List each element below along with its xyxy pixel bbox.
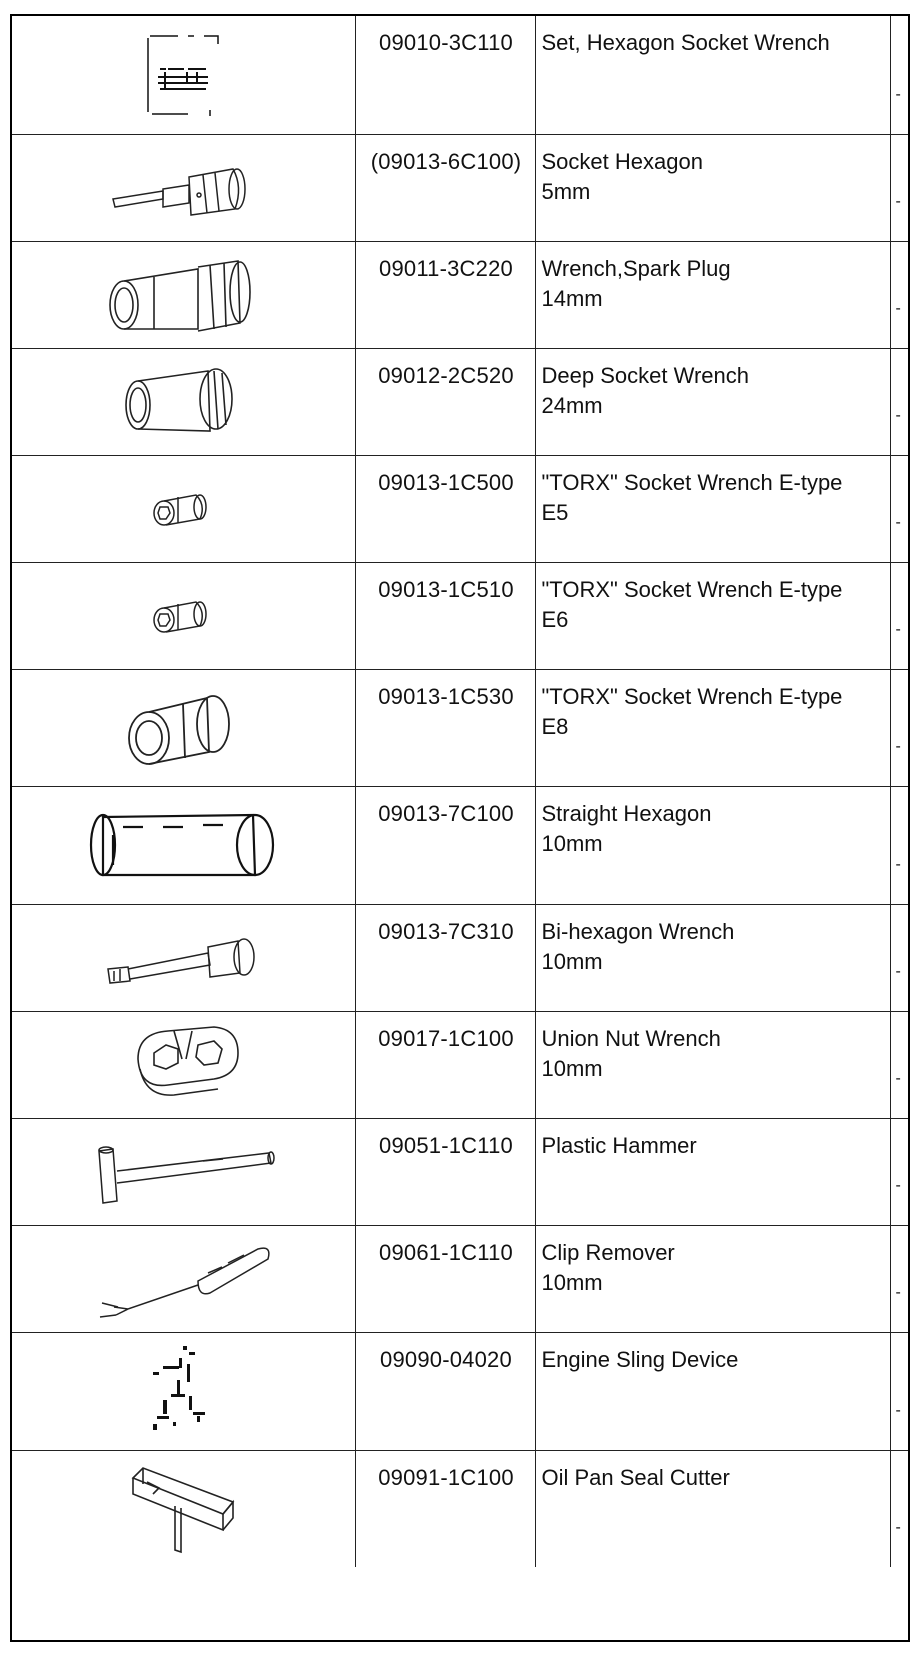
part-number: 09010-3C110 xyxy=(379,30,513,55)
spark-plug-wrench-icon xyxy=(12,242,355,347)
part-number: 09061-1C110 xyxy=(379,1239,513,1265)
part-number: 09011-3C220 xyxy=(379,255,513,281)
tool-illustration-cell xyxy=(12,455,355,562)
tool-size: E5 xyxy=(541,499,569,525)
tool-illustration-cell xyxy=(12,1011,355,1118)
part-number-cell xyxy=(355,1011,535,1118)
remark-dash: - xyxy=(895,1401,901,1419)
tool-name-cell xyxy=(535,1011,890,1118)
remark-cell xyxy=(890,669,908,786)
remark-cell xyxy=(890,1118,908,1225)
remark-cell xyxy=(890,1011,908,1118)
remark-cell xyxy=(890,1225,908,1332)
table-row xyxy=(12,348,908,455)
tool-size: E8 xyxy=(541,713,569,739)
table-row xyxy=(12,1225,908,1332)
remark-dash: - xyxy=(895,192,901,210)
remark-dash: - xyxy=(895,1283,901,1301)
part-number-cell xyxy=(355,562,535,669)
part-number: 09013-1C510 xyxy=(378,576,514,602)
tool-name-cell xyxy=(535,455,890,562)
remark-cell xyxy=(890,455,908,562)
remark-dash: - xyxy=(895,962,901,980)
tool-illustration-cell xyxy=(12,904,355,1011)
torx-socket-e5-icon xyxy=(12,456,355,561)
remark-cell xyxy=(890,134,908,241)
tool-name-cell xyxy=(535,1450,890,1567)
tool-illustration-cell xyxy=(12,16,355,134)
clip-remover-icon xyxy=(12,1226,355,1331)
part-number: 09013-1C530 xyxy=(378,683,514,709)
tool-name: Engine Sling Device xyxy=(541,1346,739,1372)
table-row xyxy=(12,241,908,348)
remark-dash: - xyxy=(895,513,901,531)
hexagon-socket-wrench-set-icon xyxy=(12,16,355,132)
table-row xyxy=(12,455,908,562)
tools-table-frame xyxy=(10,14,910,1642)
tool-name: Union Nut Wrench xyxy=(541,1025,721,1051)
tool-illustration-cell xyxy=(12,241,355,348)
tool-name-cell xyxy=(535,241,890,348)
tool-size: 10mm xyxy=(541,830,603,856)
remark-cell xyxy=(890,904,908,1011)
tool-name: Plastic Hammer xyxy=(541,1132,697,1158)
remark-dash: - xyxy=(895,1176,901,1194)
part-number: 09090-04020 xyxy=(380,1346,512,1372)
remark-dash: - xyxy=(895,299,901,317)
tool-name: Set, Hexagon Socket Wrench xyxy=(541,30,830,55)
part-number: (09013-6C100) xyxy=(370,148,522,174)
tool-illustration-cell xyxy=(12,786,355,904)
remark-cell xyxy=(890,241,908,348)
remark-dash: - xyxy=(895,1069,901,1087)
table-row xyxy=(12,669,908,786)
tool-name-cell xyxy=(535,904,890,1011)
tool-name: Clip Remover xyxy=(541,1239,675,1265)
tool-size: 10mm xyxy=(541,1269,603,1295)
tool-size: E6 xyxy=(541,606,569,632)
part-number-cell xyxy=(355,904,535,1011)
part-number: 09051-1C110 xyxy=(379,1132,513,1158)
engine-sling-device-icon xyxy=(12,1333,355,1449)
part-number-cell xyxy=(355,16,535,134)
tool-illustration-cell xyxy=(12,1332,355,1450)
torx-socket-e8-icon xyxy=(12,670,355,785)
straight-hexagon-icon xyxy=(12,787,355,903)
table-row xyxy=(12,786,908,904)
tool-name-cell xyxy=(535,1118,890,1225)
tool-name: Deep Socket Wrench xyxy=(541,362,749,388)
part-number-cell xyxy=(355,1450,535,1567)
tool-size: 24mm xyxy=(541,392,603,418)
part-number: 09012-2C520 xyxy=(378,362,514,388)
deep-socket-wrench-icon xyxy=(12,349,355,454)
tool-name-cell xyxy=(535,348,890,455)
part-number-cell xyxy=(355,455,535,562)
socket-hexagon-icon xyxy=(12,135,355,240)
table-row xyxy=(12,1011,908,1118)
remark-dash: - xyxy=(895,85,901,103)
tool-size: 5mm xyxy=(541,178,591,204)
remark-dash: - xyxy=(895,855,901,873)
tool-name-cell xyxy=(535,1332,890,1450)
tool-name-cell xyxy=(535,134,890,241)
part-number-cell xyxy=(355,1332,535,1450)
remark-cell xyxy=(890,16,908,134)
tool-name: "TORX" Socket Wrench E-type xyxy=(541,683,843,709)
tool-size: 14mm xyxy=(541,285,603,311)
tool-name: Straight Hexagon xyxy=(541,800,712,826)
part-number: 09013-7C310 xyxy=(378,918,514,944)
table-row xyxy=(12,16,908,134)
remark-cell xyxy=(890,562,908,669)
special-tools-table xyxy=(12,16,908,1567)
part-number-cell xyxy=(355,669,535,786)
plastic-hammer-icon xyxy=(12,1119,355,1224)
table-row xyxy=(12,134,908,241)
remark-cell xyxy=(890,348,908,455)
bi-hexagon-wrench-icon xyxy=(12,905,355,1010)
remark-dash: - xyxy=(895,1519,901,1536)
tool-name: Bi-hexagon Wrench xyxy=(541,918,735,944)
table-row xyxy=(12,562,908,669)
part-number-cell xyxy=(355,134,535,241)
part-number: 09091-1C100 xyxy=(378,1464,514,1490)
tool-illustration-cell xyxy=(12,1118,355,1225)
remark-cell xyxy=(890,1450,908,1567)
tool-illustration-cell xyxy=(12,1225,355,1332)
remark-cell xyxy=(890,786,908,904)
tool-name-cell xyxy=(535,786,890,904)
table-row xyxy=(12,1118,908,1225)
part-number-cell xyxy=(355,786,535,904)
tool-size: 10mm xyxy=(541,1055,603,1081)
tool-size: 10mm xyxy=(541,948,603,974)
remark-cell xyxy=(890,1332,908,1450)
tool-illustration-cell xyxy=(12,669,355,786)
tool-illustration-cell xyxy=(12,134,355,241)
part-number-cell xyxy=(355,1118,535,1225)
part-number-cell xyxy=(355,348,535,455)
table-row xyxy=(12,1450,908,1567)
tool-name: Socket Hexagon xyxy=(541,148,703,174)
tool-illustration-cell xyxy=(12,1450,355,1567)
tool-name-cell xyxy=(535,1225,890,1332)
remark-dash: - xyxy=(895,737,901,755)
tool-name: Wrench,Spark Plug xyxy=(541,255,731,281)
table-row xyxy=(12,1332,908,1450)
part-number: 09013-7C100 xyxy=(378,800,514,826)
tool-name: "TORX" Socket Wrench E-type xyxy=(541,576,843,602)
tool-illustration-cell xyxy=(12,562,355,669)
tool-name-cell xyxy=(535,16,890,134)
remark-dash: - xyxy=(895,620,901,638)
tool-name: "TORX" Socket Wrench E-type xyxy=(541,469,843,495)
union-nut-wrench-icon xyxy=(12,1012,355,1117)
tool-name: Oil Pan Seal Cutter xyxy=(541,1464,730,1490)
part-number-cell xyxy=(355,1225,535,1332)
tool-name-cell xyxy=(535,562,890,669)
table-row xyxy=(12,904,908,1011)
part-number-cell xyxy=(355,241,535,348)
tool-illustration-cell xyxy=(12,348,355,455)
remark-dash: - xyxy=(895,406,901,424)
oil-pan-seal-cutter-icon xyxy=(12,1451,355,1566)
part-number: 09017-1C100 xyxy=(378,1025,514,1051)
tool-name-cell xyxy=(535,669,890,786)
part-number: 09013-1C500 xyxy=(378,469,514,495)
torx-socket-e6-icon xyxy=(12,563,355,668)
